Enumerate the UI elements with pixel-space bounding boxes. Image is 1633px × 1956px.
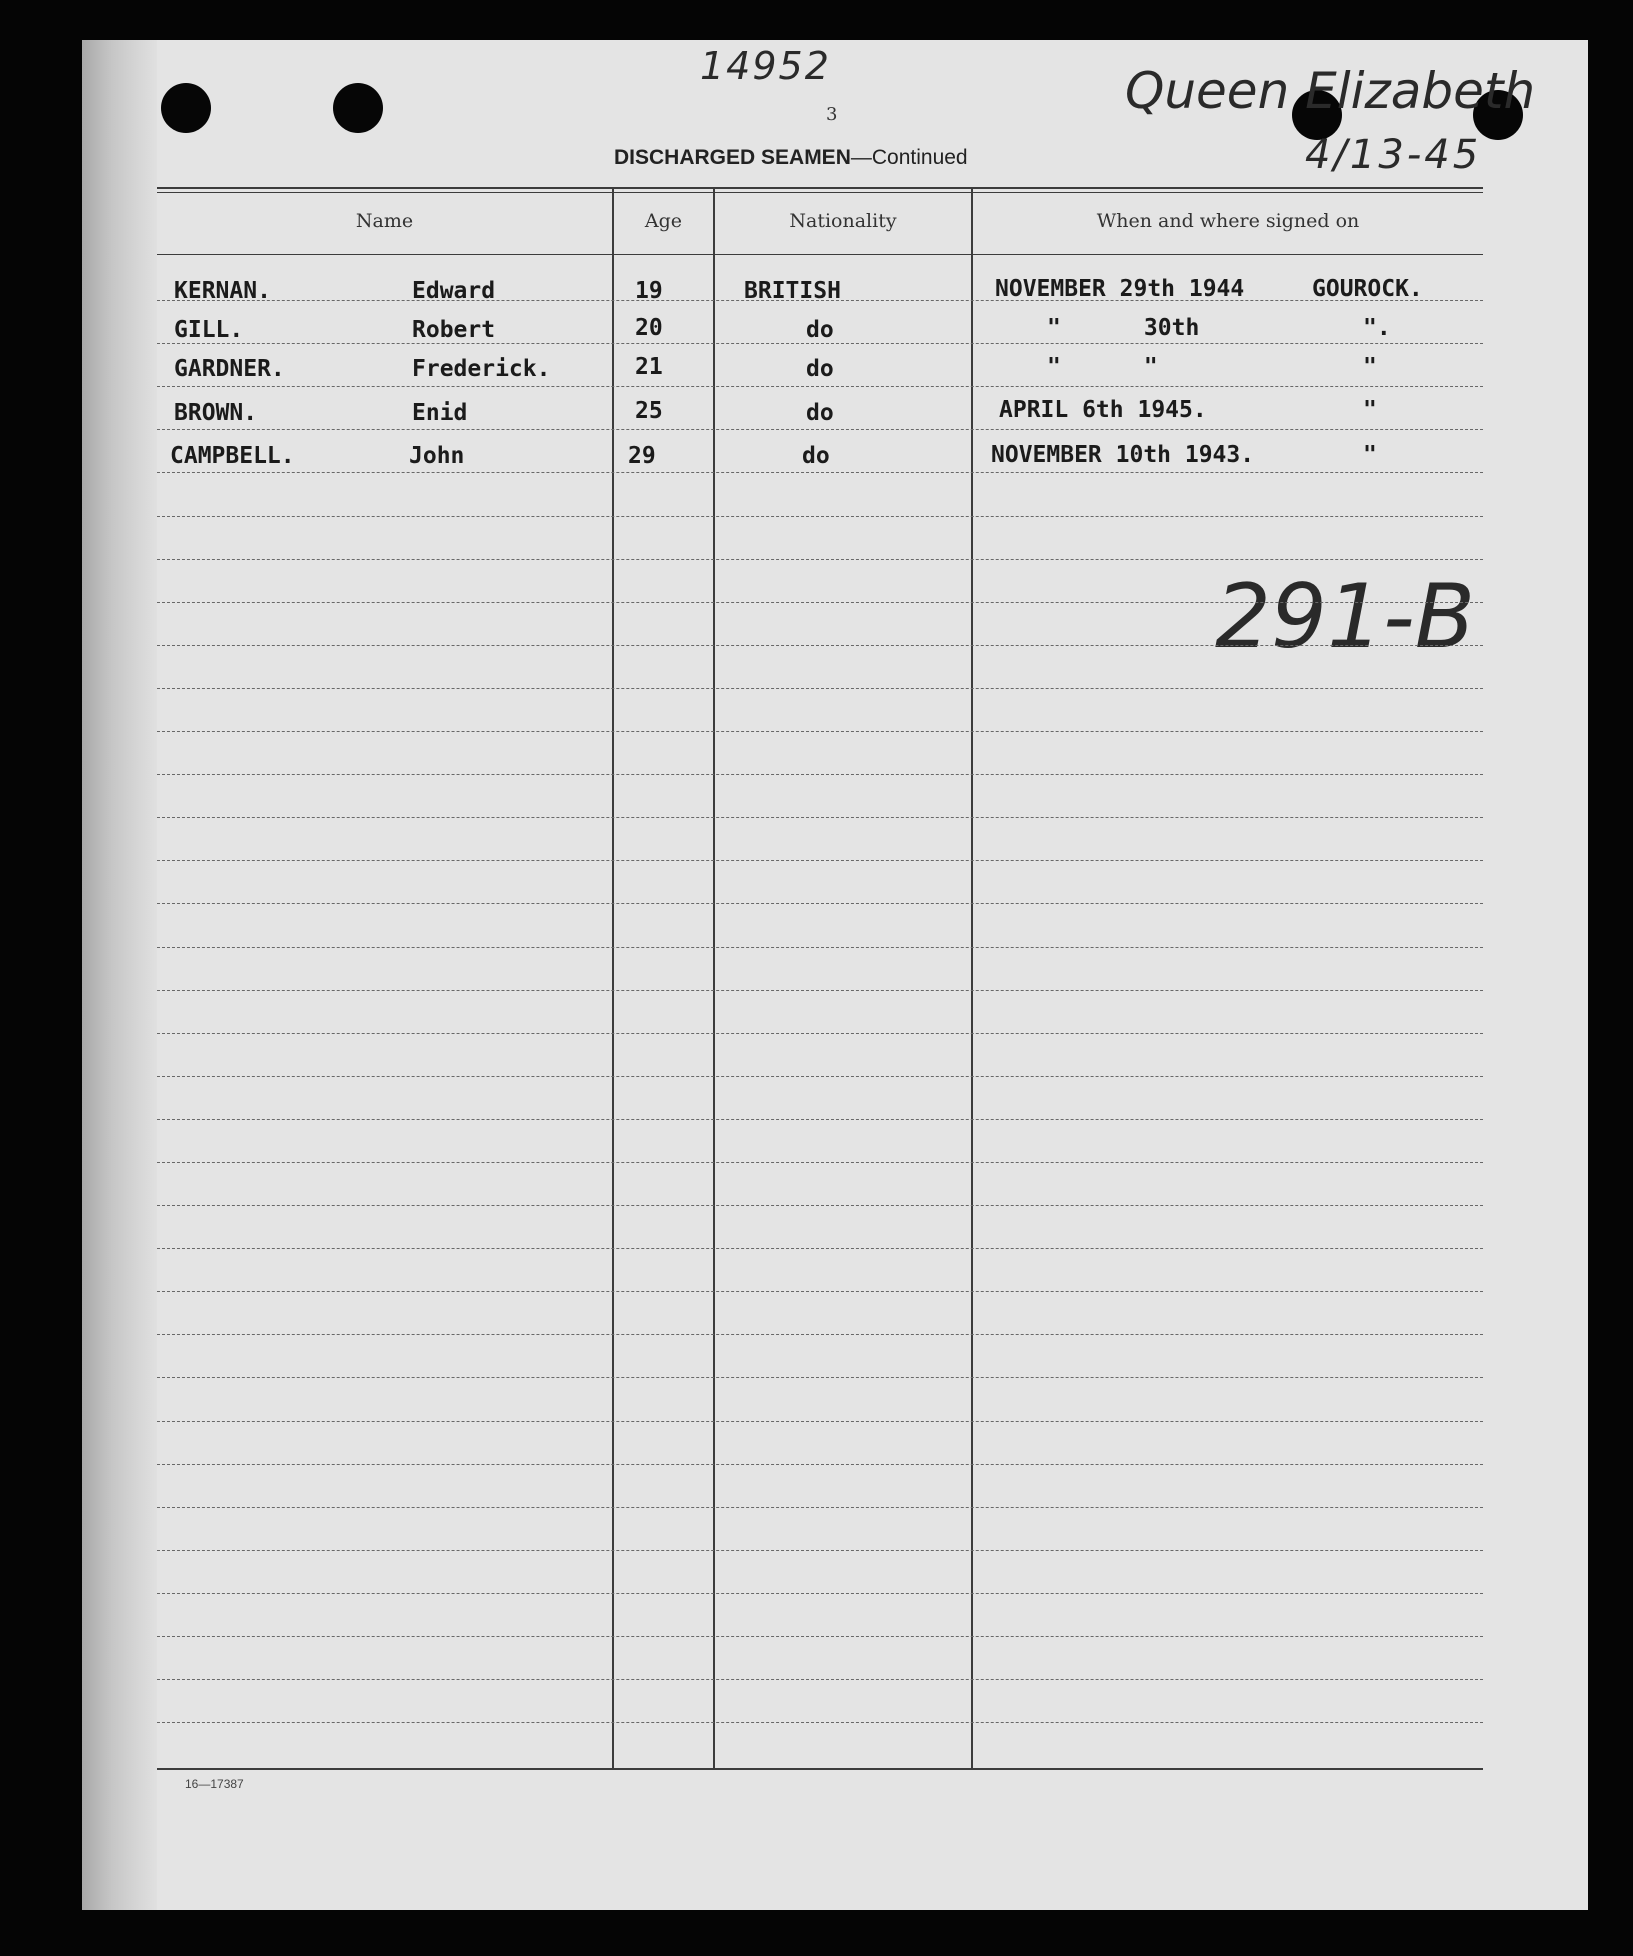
seaman-nationality: do (802, 443, 830, 469)
ruled-line (157, 1033, 1483, 1034)
seaman-nationality: do (806, 356, 834, 382)
ruled-line (157, 386, 1483, 387)
column-header-nationality: Nationality (789, 210, 897, 232)
signed-on-place: " (1363, 354, 1377, 380)
ruled-line (157, 1722, 1483, 1723)
ruled-line (157, 1205, 1483, 1206)
ruled-line (157, 1421, 1483, 1422)
ruled-line (157, 559, 1483, 560)
column-divider (713, 189, 715, 1769)
seaman-surname: GARDNER. (174, 356, 285, 382)
punch-hole (333, 83, 383, 133)
seaman-given-name: Frederick. (412, 356, 551, 382)
seaman-age: 29 (628, 443, 656, 469)
ruled-line (157, 688, 1483, 689)
table-bottom-rule (157, 1768, 1483, 1770)
ruled-line (157, 817, 1483, 818)
seaman-nationality: do (806, 317, 834, 343)
ruled-line (157, 1636, 1483, 1637)
column-header-name: Name (355, 210, 414, 232)
punch-hole (161, 83, 211, 133)
seaman-nationality: BRITISH (744, 278, 841, 304)
handwritten-ship-name: Queen Elizabeth (1125, 62, 1536, 120)
handwritten-date: 4/13-45 (1305, 132, 1482, 178)
signed-on-date: " 30th (1047, 315, 1200, 341)
signed-on-place: " (1363, 442, 1377, 468)
form-code: 16—17387 (185, 1777, 244, 1791)
column-header-signed-on: When and where signed on (1096, 210, 1360, 232)
handwritten-doc-number: 14952 (700, 44, 831, 88)
ruled-line (157, 774, 1483, 775)
ruled-line (157, 903, 1483, 904)
ruled-line (157, 645, 1483, 646)
handwritten-file-code: 291-B (1215, 565, 1476, 668)
seaman-nationality: do (806, 400, 834, 426)
ruled-line (157, 1248, 1483, 1249)
signed-on-place: ". (1363, 315, 1391, 341)
seaman-age: 20 (635, 315, 663, 341)
signed-on-place: " (1363, 397, 1377, 423)
seaman-surname: CAMPBELL. (170, 443, 295, 469)
ruled-line (157, 1464, 1483, 1465)
form-title (614, 146, 968, 170)
seaman-surname: BROWN. (174, 400, 258, 426)
column-divider (612, 189, 614, 1769)
seaman-surname: KERNAN. (174, 278, 271, 304)
seaman-given-name: Edward (412, 278, 496, 304)
seaman-given-name: John (409, 443, 465, 469)
signed-on-place: GOUROCK. (1312, 276, 1423, 302)
seaman-age: 21 (635, 354, 663, 380)
ruled-line (157, 1119, 1483, 1120)
signed-on-date: NOVEMBER 29th 1944 (995, 276, 1245, 302)
signed-on-date: APRIL 6th 1945. (999, 397, 1207, 423)
ruled-line (157, 1679, 1483, 1680)
seaman-given-name: Enid (412, 400, 468, 426)
ruled-line (157, 343, 1483, 344)
ruled-line (157, 1377, 1483, 1378)
column-divider (971, 189, 973, 1769)
ruled-line (157, 1593, 1483, 1594)
ruled-line (157, 1076, 1483, 1077)
ruled-line (157, 1162, 1483, 1163)
signed-on-date: " " (1047, 354, 1158, 380)
ruled-line (157, 516, 1483, 517)
binding-edge (82, 40, 157, 1910)
form-title-main: DISCHARGED SEAMEN (614, 146, 851, 169)
seaman-given-name: Robert (412, 317, 496, 343)
signed-on-date: NOVEMBER 10th 1943. (991, 442, 1255, 468)
table-top-rule (157, 187, 1483, 189)
ruled-line (157, 1507, 1483, 1508)
ruled-line (157, 947, 1483, 948)
seaman-surname: GILL. (174, 317, 244, 343)
seaman-age: 19 (635, 278, 663, 304)
ruled-line (157, 602, 1483, 603)
header-bottom-rule (157, 254, 1483, 255)
ruled-line (157, 429, 1483, 430)
column-header-age: Age (644, 210, 683, 232)
ruled-line (157, 990, 1483, 991)
ruled-line (157, 1291, 1483, 1292)
ruled-line (157, 860, 1483, 861)
table-top-rule-thin (157, 192, 1483, 193)
ruled-line (157, 1334, 1483, 1335)
seaman-age: 25 (635, 398, 663, 424)
form-title-suffix: —Continued (850, 146, 968, 169)
ruled-line (157, 1550, 1483, 1551)
ruled-line (157, 472, 1483, 473)
ruled-line (157, 731, 1483, 732)
page-number: 3 (826, 104, 838, 125)
